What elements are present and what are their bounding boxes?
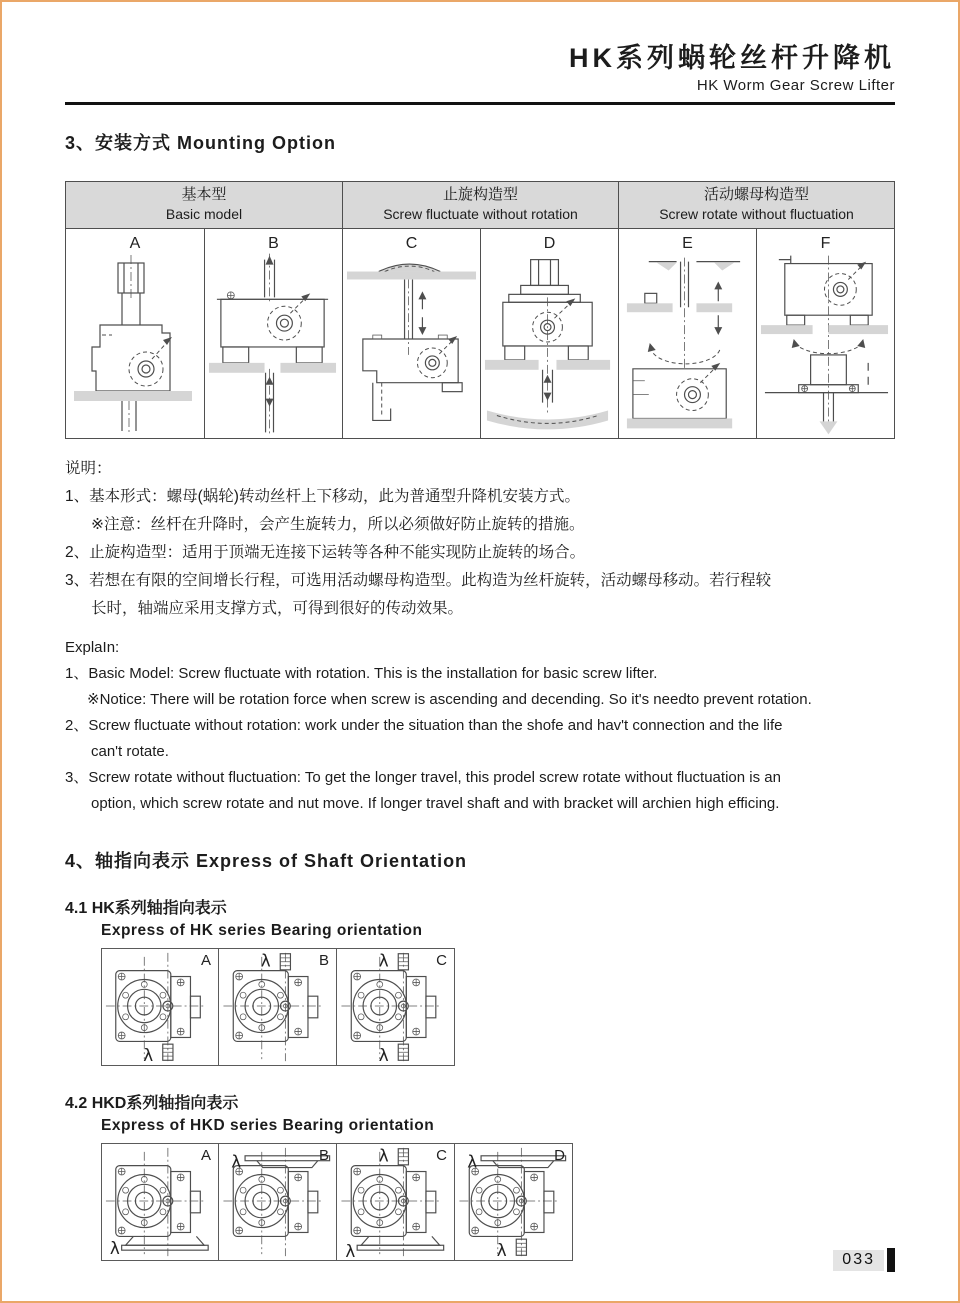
mounting-letter-d: D — [543, 235, 556, 252]
notes-zh-line1: 1、基本形式：螺母(蜗轮)转动丝杆上下移动，此为普通型升降机安装方式。 — [65, 488, 580, 505]
hkd-letter-d: D — [554, 1147, 565, 1164]
mounting-notes-en — [65, 635, 895, 817]
notes-zh-line5: 长时，轴端应采用支撑方式，可得到很好的传动效果。 — [91, 600, 464, 617]
mounting-cell-f — [756, 229, 894, 438]
svg-text:λ: λ — [143, 1045, 154, 1065]
notes-en-line5: 3、Screw rotate without fluctuation: To get the longer travel, this prodel screw rotate without fluctuation is an — [65, 769, 781, 786]
mount-group-travelnut — [618, 182, 894, 229]
section3-title: 3、安装方式 Mounting Option — [65, 133, 336, 153]
mounting-cell-d — [480, 229, 618, 438]
hkd-orientation-title-zh: 4.2 HKD系列轴指向表示 — [65, 1095, 239, 1112]
mounting-diagram-d — [481, 251, 618, 436]
notes-en-line2: ※Notice: There will be rotation force when screw is ascending and decending. So it's needto prevent rotation. — [87, 691, 812, 708]
page-number: 033 — [833, 1250, 884, 1271]
svg-text:λ: λ — [378, 1145, 389, 1166]
notes-en-line4: can't rotate. — [91, 743, 169, 760]
svg-text:λ: λ — [467, 1151, 478, 1172]
hk-orientation-table — [101, 948, 895, 1066]
hk-letter-c: C — [436, 952, 447, 969]
svg-text:λ: λ — [496, 1240, 507, 1260]
mounting-diagram-e — [619, 251, 756, 436]
page-number-bar — [887, 1248, 895, 1272]
mounting-cell-c — [342, 229, 480, 438]
hkd-cell-b — [219, 1143, 337, 1261]
svg-text:λ: λ — [345, 1241, 356, 1260]
page-content — [65, 0, 895, 1261]
mount-group-travelnut-en: Screw rotate without fluctuation — [659, 206, 854, 222]
header-divider — [65, 102, 895, 105]
notes-en-line6: option, which screw rotate and nut move. If longer travel shaft and with bracket will archien high efficing. — [91, 795, 780, 812]
hkd-letter-a: A — [200, 1147, 211, 1164]
hkd-orientation-block — [65, 1090, 895, 1261]
hk-orientation-title-zh: 4.1 HK系列轴指向表示 — [65, 900, 227, 917]
mounting-cell-a — [66, 229, 204, 438]
mounting-letter-f: F — [820, 235, 831, 252]
svg-text:λ: λ — [260, 950, 271, 971]
notes-zh-line3: 2、止旋构造型：适用于顶端无连接下运转等各种不能实现防止旋转的场合。 — [65, 544, 586, 561]
mounting-letter-b: B — [268, 235, 279, 252]
svg-text:λ: λ — [231, 1151, 242, 1172]
document-header — [65, 0, 895, 105]
hk-letter-b: B — [318, 952, 329, 969]
hk-cell-b — [219, 948, 337, 1066]
mounting-diagram-f — [757, 251, 894, 436]
hkd-letter-c: C — [436, 1147, 447, 1164]
hk-orientation-block — [65, 895, 895, 1066]
mounting-option-table — [65, 181, 895, 439]
notes-en-line1: 1、Basic Model: Screw fluctuate with rotation. This is the installation for basic screw lifter. — [65, 665, 658, 682]
mount-group-norotation-zh: 止旋构造型 — [442, 186, 518, 203]
svg-text:λ: λ — [109, 1238, 120, 1259]
hkd-orientation-title-en: Express of HKD series Bearing orientation — [101, 1117, 435, 1134]
notes-zh-line2: ※注意：丝杆在升降时，会产生旋转力，所以必须做好防止旋转的措施。 — [91, 516, 585, 533]
hkd-cell-c — [337, 1143, 455, 1261]
doc-title-en: HK Worm Gear Screw Lifter — [696, 77, 895, 94]
mounting-letter-a: A — [129, 235, 141, 252]
notes-zh-heading: 说明： — [65, 460, 112, 477]
hkd-orientation-table — [101, 1143, 895, 1261]
mounting-cell-b — [204, 229, 342, 438]
hkd-letter-b: B — [318, 1147, 329, 1164]
svg-text:λ: λ — [378, 950, 389, 971]
doc-title-zh: HK系列蜗轮丝杆升降机 — [569, 43, 895, 73]
notes-en-heading: ExplaIn: — [65, 639, 120, 656]
hk-orientation-title-en: Express of HK series Bearing orientation — [101, 922, 423, 939]
mounting-diagram-b — [205, 251, 342, 436]
mounting-letter-e: E — [682, 235, 693, 252]
mounting-cell-e — [618, 229, 756, 438]
mount-group-basic-zh: 基本型 — [181, 186, 227, 203]
page-number-block — [833, 1248, 895, 1272]
mounting-notes-zh — [65, 455, 895, 623]
svg-text:λ: λ — [378, 1045, 389, 1065]
hk-cell-a — [101, 948, 219, 1066]
mounting-diagram-c — [343, 251, 480, 436]
hkd-cell-a — [101, 1143, 219, 1261]
mount-group-travelnut-zh: 活动螺母构造型 — [703, 186, 809, 203]
hkd-cell-d — [455, 1143, 573, 1261]
hk-letter-a: A — [200, 952, 211, 969]
mount-group-basic-en: Basic model — [165, 206, 243, 222]
section4-title: 4、轴指向表示 Express of Shaft Orientation — [65, 851, 468, 871]
mounting-diagram-a — [66, 251, 204, 436]
hk-cell-c — [337, 948, 455, 1066]
notes-zh-line4: 3、若想在有限的空间增长行程，可选用活动螺母构造型。此构造为丝杆旋转，活动螺母移动。若行程较 — [65, 572, 772, 589]
mount-group-norotation — [342, 182, 618, 229]
mounting-letter-c: C — [405, 235, 418, 252]
mount-group-basic — [66, 182, 342, 229]
mount-group-norotation-en: Screw fluctuate without rotation — [383, 206, 578, 222]
notes-en-line3: 2、Screw fluctuate without rotation: work under the situation than the shofe and hav't connection and the life — [65, 717, 783, 734]
